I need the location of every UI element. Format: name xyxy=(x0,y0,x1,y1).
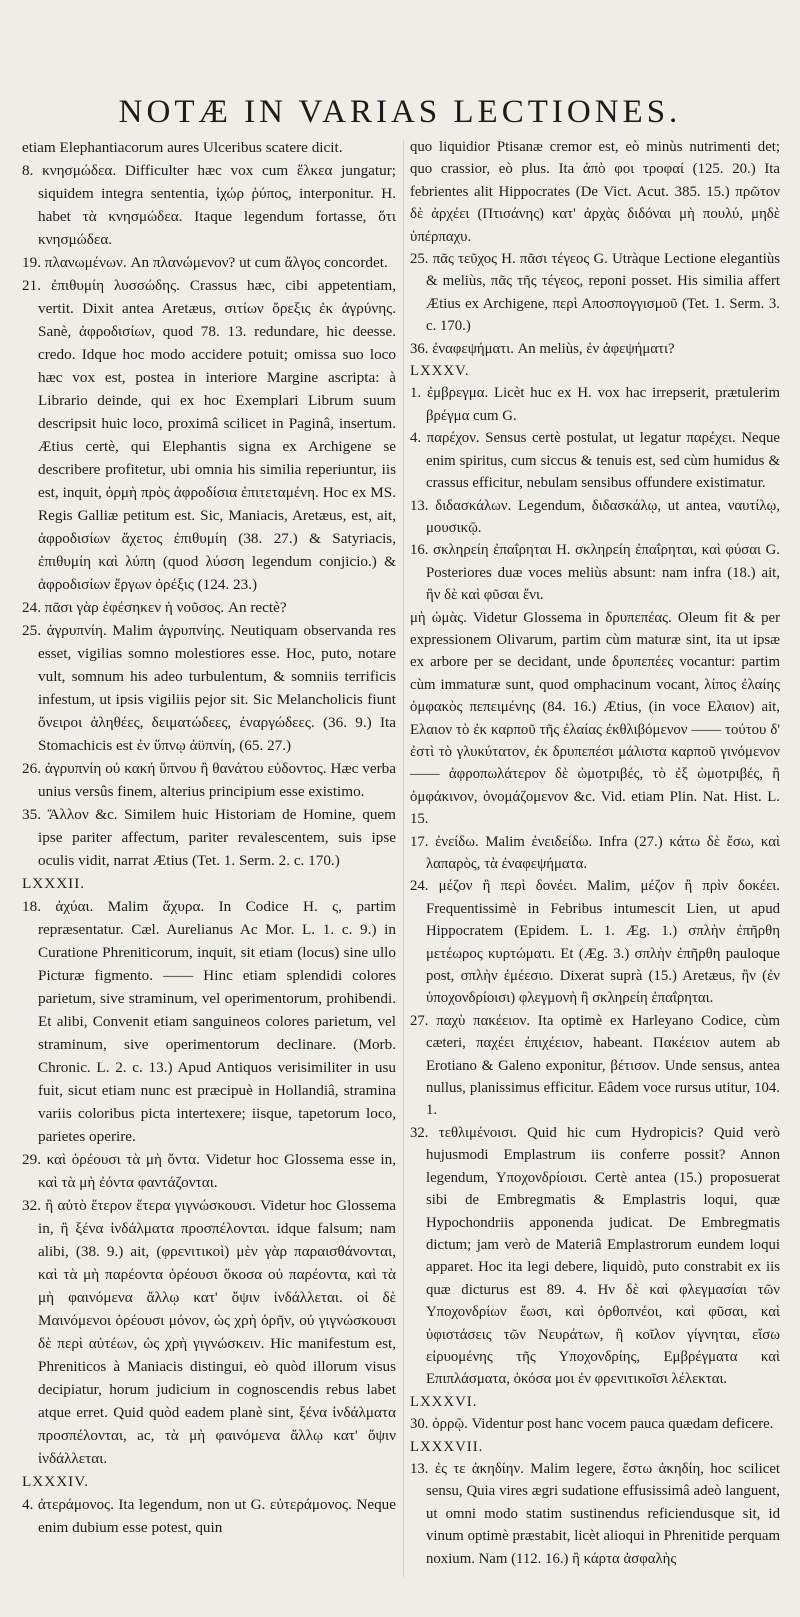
note-entry: 8. κνησμώδεα. Difficulter hæc vox cum ἕλκεα jungatur; siquidem integra sententia, ἰχώρ ῥύπος, interponitur. H. habet τὰ κνησμώδεα. Itaque legendum fortasse, ὅτι κνησμώδεα. xyxy=(22,162,396,248)
note-entry: 35. Ἄλλον &c. Similem huic Historiam de Homine, quem ipse pariter affectum, pariter revalescentem, suis ipse oculis vidit, narrat Ætius (Tet. 1. Serm. 2. c. 170.) xyxy=(22,806,396,869)
note-entry: 27. παχὺ πακέειον. Ita optimè ex Harleyano Codice, cùm cæteri, παχέει ἐπιχέειον, habeant. Πακέειον autem ab Erotiano & Galeno exponitur, βέτισον. Unde sensus, antea nullus, planissimus efficitur. Eâdem voce rursus utitur, 104. 1. xyxy=(410,1012,780,1119)
note-entry: 17. ἐνείδω. Malim ἐνειδείδω. Infra (27.) κάτω δὲ ἔσω, καὶ λαπαρὸς, τὰ ἐναφεψήματα. xyxy=(410,833,780,872)
note-entry: 24. μέζον ἢ περὶ δονέει. Malim, μέζον ἢ πρὶν δοκέει. Frequentissimè in Febribus intumescit Lien, ut apud Hippocratem (Epidem. L. 1. Æg. 1.) σπλὴν ἐπῆρθη μετέωρος κυρτώματι. Et (Æg. 3.) σπλὴν ἐπῆρθη pauloque post, σπλὴν ἐμέεσιο. Dixerat suprà (15.) Aretæus, ἢν (ἐν ὑποχονδρίοισι) φλεγμονὴ ἢ σκληρείη ἐπαΐρηται. xyxy=(410,878,780,1007)
chapter-heading: LXXXV. xyxy=(410,363,470,380)
page-title: NOTÆ IN VARIAS LECTIONES. xyxy=(118,94,682,130)
note-entry: 25. ἀγρυπνίη. Malim ἀγρυπνίης. Neutiquam observanda res esset, vigilias somno molestiores esse. Hoc, puto, notare vult, somnum his adeo turbulentum, & somniis terrificis infestum, ut ipsis vigiliis pejor sit. Sic Melancholicis fiunt ὄνειροι ἀληθέες, δειματώδεες, ἐναργώδεες. (36. 9.) Ita Stomachicis est ἐν ὕπνῳ ἀϋπνίη, (65. 27.) xyxy=(22,622,396,754)
note-entry: 36. ἐναφεψήματι. An meliùs, ἐν ἀφεψήματι? xyxy=(410,340,675,357)
note-entry: 32. τεθλιμένοισι. Quid hic cum Hydropicis? Quid verò hujusmodi Emplastrum iis conferre possit? Annon legendum, Υποχονδρίοισι. Certè antea (15.) proposuerat sibi de Embregmatis & Emplastris loqui, quæ Hypochondriis apponenda judicat. De Embregmatis dictum; jam verò de Materiâ Emplastrorum eundem loqui apparet. Hoc ita legi debere, liquidò, puto constrabit ex iis quæ dicturus est 89. 4. Ην δὲ καὶ φλεγμασίαι τῶν Υποχονδρίων ἔωσι, καὶ ὀρθοπνέοι, καὶ φῦσαι, καὶ ὑφιστάσεις τῶν Νευράτων, ἢ κοῖλον γίγνηται, εἴσω εἰρυομένης τῆς Υποχονδρίης, Εμβρέγματα καὶ Επιπλάσματα, ὁκόσα μοι ἐν φρενιτικοῖσι λέλεκται. xyxy=(410,1124,780,1388)
chapter-heading: LXXXVII. xyxy=(410,1438,484,1455)
right-column xyxy=(410,136,780,1577)
note-entry: 25. πᾶς τεῦχος H. πᾶσι τέγεος G. Utràque Lectione elegantiùs & meliùs, πᾶς τῆς τέγεος, reponi posset. His similia affert Ætius ex Archigene, περὶ Αποσπογγισμοῦ (Tet. 1. Serm. 3. c. 170.) xyxy=(410,251,780,335)
note-entry: 26. ἀγρυπνίη οὐ κακή ὕπνου ἢ θανάτου εὐδοντος. Hæc verba unius versûs finem, alterius principium esse existimo. xyxy=(22,760,396,800)
chapter-heading: LXXXII. xyxy=(22,875,86,892)
note-entry: etiam Elephantiacorum aures Ulceribus scatere dicit. xyxy=(22,139,343,156)
note-entry: 21. ἐπιθυμίη λυσσώδης. Crassus hæc, cibi appetentiam, vertit. Dixit antea Aretæus, σιτίων ὄρεξις ἐκ ἀγρύνης. Sanè, ἀφροδισίων, quod 78. 13. redundare, hic deesse. credo. Idque hoc modo accidere potuit; omissa suo loco hæc vox est, postea in interiore Margine ascripta: à Librario deinde, qui ex hoc Exemplari Librum suum descripsit huic loco, proximâ scilicet in Paginâ, insertum. Ætius certè, qui Elephantis signa ex Archigene se describere profitetur, ubi omnia his similia reperiuntur, iis est, inquit, ὁρμὴ πρὸς ἀφροδίσια ἐπιτεταμένη. Hoc ex MS. Regis Galliæ petitum est. Sic, Maniacis, Aretæus, est, ait, ἀφροδισίων ἄχετος ἐπιθυμίη (38. 27.) & Satyriacis, ἐπιθυμίη καὶ λύπη (quod λύσση legendum conjicio.) & ἀφροδισίων ἔργων ὀρέξις (124. 23.) xyxy=(22,277,396,593)
note-entry: μὴ ὠμὰς. Videtur Glossema in δρυπεπέας. Oleum fit & per expressionem Olivarum, partim cùm maturæ sint, ita ut ipsæ ex arbore per se decidant, unde δρυπεπέες vocantur: partim cùm immaturæ sunt, quod omphacinum vocant, λίπος ἐλαίης ὀμφακὸς πεπειμένης (84. 16.) Ætius, (in voce Ελαιον) ait, Ελαιον τὸ ἐκ καρποῦ τῆς ἐλαίας ἐκθλιβόμενον —— τούτου δ' ἐστὶ τὸ γλυκύτατον, ἐκ δρυπεπέσι μάλιστα καρποῦ γινόμενον —— ἀφροπωλάτερον δὲ ὠμοτριβές, τὸ ἐξ ὠμοτριβές, ἢ ὀμφάκινον, ὀνομάζομενον &c. Vid. etiam Plin. Nat. Hist. L. 15. xyxy=(410,609,780,828)
note-entry: 4. ἀτεράμονος. Ita legendum, non ut G. εὐτεράμονος. Neque enim dubium esse potest, quin xyxy=(22,1496,396,1536)
note-entry: 32. ἢ αὐτὸ ἕτερον ἕτερα γιγνώσκουσι. Videtur hoc Glossema in, ἢ ξένα ἰνδάλματα προσπέλονται. idque falsum; nam alibi, (38. 9.) ait, (φρενιτικοὶ) μὲν γὰρ παραισθάνονται, καὶ τὰ μὴ παρέοντα ὁρέουσι ὅκοσα οὐ παρέοντα, καὶ τὰ μὴ φαινόμενα ἄλλῳ κατ' ὄψιν ἰνδάλλεται. οἱ δὲ Μαινόμενοι ὁρέουσι μόνον, ὡς χρὴ ὁρῆν, οὐ γιγνώσκουσι δὲ περὶ αὐτέων, ὡς χρὴ γιγνώσκειν. Hic manifestum est, Phreniticos à Maniacis distingui, eò quòd illorum visus decipiatur, horum judicium in cognoscendis rebus labet atque erret. Quid quòd eadem planè sint, ξένα ἰνδάλματα προσπέλονται, ac, τὰ μὴ φαινόμενα ἄλλῳ κατ' ὄψιν ἰνδάλλεται. xyxy=(22,1197,396,1467)
note-entry: 13. διδασκάλων. Legendum, διδασκάλῳ, ut antea, ναυτίλῳ, μουσικῷ. xyxy=(410,497,780,536)
note-entry: 19. πλανωμένων. An πλανώμενον? ut cum ἄλγος concordet. xyxy=(22,254,388,271)
note-entry: 29. καὶ ὁρέουσι τὰ μὴ ὄντα. Videtur hoc Glossema esse in, καὶ τὰ μὴ ἐόντα φαντάζονται. xyxy=(22,1151,396,1191)
note-entry: 24. πᾶσι γὰρ ἐφέσηκεν ἡ νοῦσος. An rectè? xyxy=(22,599,287,616)
chapter-heading: LXXXIV. xyxy=(22,1473,90,1490)
note-entry: 1. ἐμβρεγμα. Licèt huc ex H. vox hac irrepserit, prætulerim βρέγμα cum G. xyxy=(410,385,780,424)
note-entry: 18. ἀχύαι. Malim ἄχυρα. In Codice H. ς, partim repræsentatur. Cæl. Aurelianus Ac Mor. L. 1. c. 9.) in Curatione Phreniticorum, inquit, sit etiam (locus) sine ullo Picturæ figmento. —— Hinc etiam splendidi colores parietum, sive straminum, vel operimentorum, prohibendi. Et alibi, Convenit etiam sanguineos colores parietum, vel straminum, sive operimentorum declinare. (Morb. Chronic. L. 2. c. 13.) Apud Antiquos verisimiliter in usu fuit, sicut etiam nunc est præcipuè in Hollandiâ, stramina variis coloribus picta intertexere; iisque, tapetorum loco, parietes operire. xyxy=(22,898,396,1145)
chapter-heading: LXXXVI. xyxy=(410,1393,478,1410)
left-column xyxy=(22,136,396,1577)
note-entry: 16. σκληρείη ἐπαΐρηται H. σκληρείη ἐπαΐρηται, καὶ φύσαι G. Posteriores duæ voces meliùs absunt: nam infra (18.) ait, ἢν δὲ καὶ φῦσαι ἔνι. xyxy=(410,542,780,604)
note-entry: quo liquidior Ptisanæ cremor est, eò minùs nutrimenti det; quo crassior, eò plus. Ita ἀπὸ φοι τροφαί (125. 20.) Ita febrientes alit Hippocrates (De Vict. Acut. 385. 15.) πρῶτον δὲ ἀρχέει (Πτισάνης) κατ' ἀρχὰς διδόναι μὴ πουλύ, μηδὲ ὑπέρπαχυ. xyxy=(410,139,780,245)
note-entry: 30. ὀρρῷ. Videntur post hanc vocem pauca quædam deficere. xyxy=(410,1416,774,1433)
column-divider xyxy=(403,140,404,1577)
note-entry: 4. παρέχον. Sensus certè postulat, ut legatur παρέχει. Neque enim spiritus, cum siccus & tenuis est, sed cùm humidus & crassus efficitur, nebulam sensibus offundere existimatur. xyxy=(410,430,780,492)
note-entry: 13. ἐς τε ἀκηδίην. Malim legere, ἔστω ἀκηδίη, hoc scilicet sensu, Quia vires ægri sudatione effusissimâ adeò languent, ut omni modo statim sustinendus reficiendusque sit, id vinum optimè præstabit, licèt alioqui in Phrenitide perquam noxium. Nam (112. 16.) ἢ κάρτα ἀσφαλὴς xyxy=(410,1460,780,1567)
